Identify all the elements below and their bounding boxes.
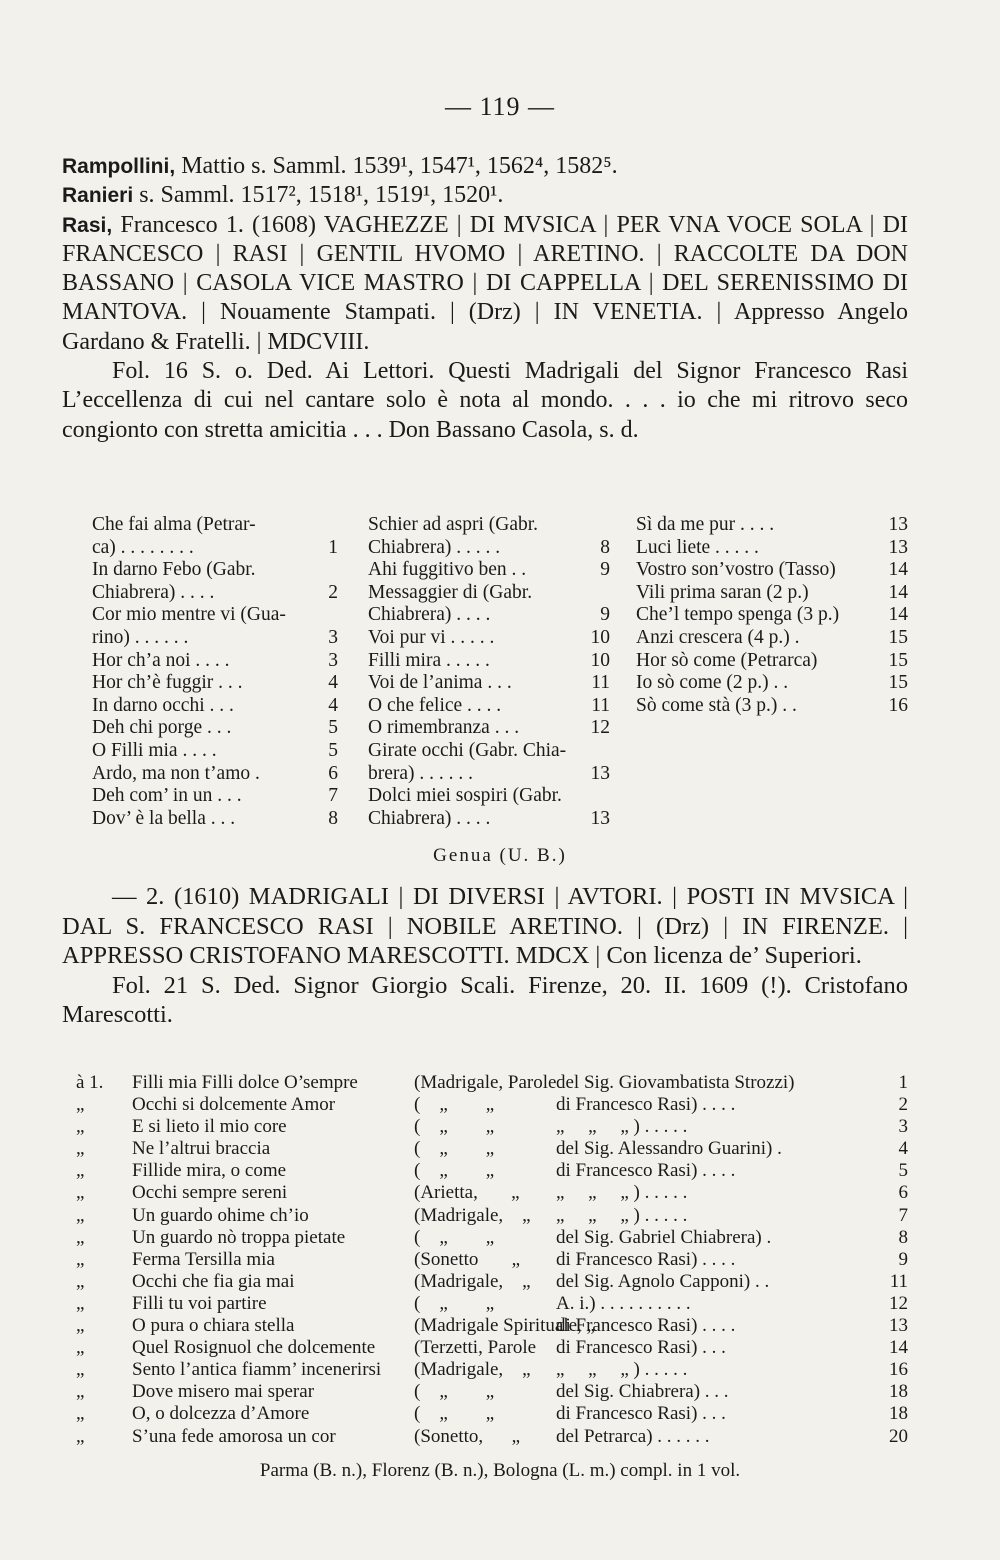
- row-genre: (Madrigale, „: [414, 1359, 531, 1381]
- item-page-number: 3: [328, 649, 338, 671]
- item-page-number: 2: [328, 581, 338, 603]
- item-page-number: 12: [590, 717, 610, 739]
- row-position: „: [76, 1359, 85, 1381]
- contents-row: [76, 1315, 908, 1337]
- row-author: A. i.) . . . . . . . . . .: [556, 1292, 691, 1314]
- item-title: Hor ch’a noi . . . .: [92, 649, 230, 671]
- row-title: Ne l’altrui braccia: [132, 1138, 271, 1160]
- row-title: Un guardo ohime ch’io: [132, 1204, 309, 1226]
- item-page-number: 9: [600, 604, 610, 626]
- row-number: 11: [889, 1270, 908, 1292]
- row-number: 18: [889, 1403, 908, 1425]
- row-number: 16: [889, 1359, 908, 1381]
- row-position: „: [76, 1226, 85, 1248]
- contents-item: [92, 672, 338, 695]
- item-page-number: [588, 582, 610, 605]
- item-page-number: 16: [888, 694, 908, 716]
- row-author: di Francesco Rasi) . . .: [556, 1337, 726, 1359]
- entry-rasi: [62, 211, 908, 357]
- contents-row: [76, 1205, 908, 1227]
- item-title: O Filli mia . . . .: [92, 739, 217, 761]
- library-location: Genua (U. B.): [433, 845, 567, 866]
- item-page-number: 5: [328, 717, 338, 739]
- item-page-number: [588, 740, 610, 763]
- contents-item: [636, 582, 908, 605]
- row-number: 3: [898, 1116, 908, 1138]
- item-page-number: [316, 514, 338, 537]
- row-title: Occhi sempre sereni: [132, 1182, 288, 1204]
- item-title: Chiabrera) . . . .: [368, 807, 491, 829]
- item-title: Chiabrera) . . . .: [92, 581, 215, 603]
- contents-item: [92, 559, 338, 582]
- row-genre: (Madrigale, „: [414, 1204, 531, 1226]
- contents-item: [92, 740, 338, 763]
- row-number: 2: [898, 1094, 908, 1116]
- row-author: di Francesco Rasi) . . . .: [556, 1315, 736, 1337]
- row-position: „: [76, 1182, 85, 1204]
- item-title: Dov’ è la bella . . .: [92, 807, 236, 829]
- row-author: del Sig. Agnolo Capponi) . .: [556, 1270, 770, 1292]
- item-page-number: 1: [328, 536, 338, 558]
- item-title: Dolci miei sospiri (Gabr.: [368, 785, 562, 807]
- item-title: Cor mio mentre vi (Gua-: [92, 604, 286, 626]
- row-title: Un guardo nò troppa pietate: [132, 1226, 346, 1248]
- item-page-number: 13: [888, 536, 908, 558]
- item-page-number: 10: [590, 649, 610, 671]
- item-page-number: 15: [888, 649, 908, 671]
- row-position: „: [76, 1094, 85, 1116]
- row-genre: ( „ „: [414, 1226, 495, 1248]
- contents-row: [76, 1138, 908, 1160]
- item-title: In darno occhi . . .: [92, 694, 234, 716]
- item-title: Hor ch’è fuggir . . .: [92, 672, 243, 694]
- row-author: di Francesco Rasi) . . . .: [556, 1094, 736, 1116]
- contents-item: [92, 604, 338, 627]
- row-title: Ferma Tersilla mia: [132, 1248, 275, 1270]
- item-title: Che’l tempo spenga (3 p.): [636, 604, 840, 626]
- item-page-number: 10: [590, 626, 610, 648]
- contents-row: [76, 1426, 908, 1448]
- entry-text: Francesco 1. (1608) VAGHEZZE | DI MVSICA | PER VNA VOCE SOLA | DI FRANCESCO | RASI | GENTIL HVOMO | ARETINO. | RACCOLTE DA DON BASSANO | CASOLA VICE MASTRO | DI CAPPELLA | DEL SERENISSIMO DI MANTOVA. | Nouamente Stampati. | (Drz) | IN VENETIA. | Appresso Angelo Gardano & Fratelli. | MDCVIII.: [62, 211, 908, 355]
- row-number: 9: [898, 1248, 908, 1270]
- row-position: „: [76, 1160, 85, 1182]
- entry-rampollini: [62, 152, 908, 181]
- row-author: di Francesco Rasi) . . . .: [556, 1248, 736, 1270]
- contents-item: [368, 763, 610, 786]
- row-position: „: [76, 1381, 85, 1403]
- row-author: del Sig. Alessandro Guarini) .: [556, 1138, 782, 1160]
- contents-item: [636, 627, 908, 650]
- row-number: 6: [898, 1182, 908, 1204]
- contents-item: [368, 650, 610, 673]
- item-page-number: 3: [328, 626, 338, 648]
- row-number: 8: [898, 1226, 908, 1248]
- contents-item: [368, 672, 610, 695]
- item-page-number: 4: [328, 694, 338, 716]
- item-page-number: 8: [328, 807, 338, 829]
- contents-row: [76, 1337, 908, 1359]
- row-genre: ( „ „: [414, 1160, 495, 1182]
- row-number: 1: [898, 1072, 908, 1093]
- contents-item: [636, 650, 908, 673]
- contents-row: [76, 1249, 908, 1271]
- item-page-number: 14: [888, 604, 908, 626]
- row-title: Filli mia Filli dolce O’sempre: [132, 1072, 358, 1093]
- item-page-number: [588, 785, 610, 808]
- item-title: Filli mira . . . . .: [368, 649, 490, 671]
- item-title: Schier ad aspri (Gabr.: [368, 514, 539, 535]
- contents-item: [92, 808, 338, 831]
- row-position: „: [76, 1403, 85, 1425]
- contents-item: [636, 514, 908, 537]
- row-position: „: [76, 1116, 85, 1138]
- contents-column-1: [92, 514, 338, 830]
- contents-row: [76, 1271, 908, 1293]
- contents-item: [92, 695, 338, 718]
- row-author: del Sig. Chiabrera) . . .: [556, 1381, 729, 1403]
- contents-row: [76, 1072, 908, 1094]
- row-author: „ „ „ ) . . . . .: [556, 1116, 688, 1138]
- item-title: Deh com’ in un . . .: [92, 785, 242, 807]
- row-position: „: [76, 1248, 85, 1270]
- item-title: Sò come stà (3 p.) . .: [636, 694, 797, 716]
- item-page-number: 13: [590, 762, 610, 784]
- row-title: S’una fede amorosa un cor: [132, 1425, 336, 1447]
- row-author: „ „ „ ) . . . . .: [556, 1182, 688, 1204]
- item-title: Chiabrera) . . . .: [368, 604, 491, 626]
- contents-column-2: [368, 514, 610, 830]
- contents-item: [368, 514, 610, 537]
- row-genre: ( „ „: [414, 1403, 495, 1425]
- contents-row: [76, 1381, 908, 1403]
- item-page-number: 13: [888, 514, 908, 535]
- contents-item: [636, 672, 908, 695]
- row-title: Quel Rosignuol che dolcemente: [132, 1337, 376, 1359]
- item-title: rino) . . . . . .: [92, 626, 189, 648]
- item-title: Ahi fuggitivo ben . .: [368, 559, 527, 581]
- entry-heading: Ranieri: [62, 184, 134, 208]
- contents-item: [368, 740, 610, 763]
- row-position: „: [76, 1337, 85, 1359]
- row-author: „ „ „ ) . . . . .: [556, 1204, 688, 1226]
- row-number: 14: [889, 1337, 908, 1359]
- contents-item: [92, 717, 338, 740]
- contents-item: [368, 785, 610, 808]
- item-title: Luci liete . . . . .: [636, 536, 759, 558]
- contents-row: [76, 1227, 908, 1249]
- contents-row: [76, 1293, 908, 1315]
- contents-row: [76, 1359, 908, 1381]
- item-title: Deh chi porge . . .: [92, 717, 232, 739]
- row-number: 20: [889, 1425, 908, 1447]
- row-number: 5: [898, 1160, 908, 1182]
- row-position: à 1.: [76, 1072, 104, 1093]
- contents-row: [76, 1116, 908, 1138]
- row-title: O pura o chiara stella: [132, 1315, 295, 1337]
- item-title: Vili prima saran (2 p.): [636, 581, 809, 603]
- item-title: Voi de l’anima . . .: [368, 672, 512, 694]
- item-page-number: 6: [328, 762, 338, 784]
- row-genre: (Terzetti, Parole: [414, 1337, 537, 1359]
- contents-item: [92, 650, 338, 673]
- item-page-number: [588, 514, 610, 537]
- item-page-number: 5: [328, 739, 338, 761]
- contents-item: [368, 559, 610, 582]
- item-title: Ardo, ma non t’amo .: [92, 762, 260, 784]
- contents-row: [76, 1403, 908, 1425]
- row-author: „ „ „ ) . . . . .: [556, 1359, 688, 1381]
- contents-item: [92, 627, 338, 650]
- item-title: Anzi crescera (4 p.) .: [636, 626, 800, 648]
- contents-item: [92, 763, 338, 786]
- row-position: „: [76, 1315, 85, 1337]
- contents-item: [92, 785, 338, 808]
- contents-item: [636, 559, 908, 582]
- row-position: „: [76, 1138, 85, 1160]
- item-title: O rimembranza . . .: [368, 717, 520, 739]
- contents-item: [92, 582, 338, 605]
- row-title: Filli tu voi partire: [132, 1292, 267, 1314]
- item-title: ca) . . . . . . . .: [92, 536, 194, 558]
- contents-item: [368, 695, 610, 718]
- contents-row: [76, 1160, 908, 1182]
- row-author: di Francesco Rasi) . . . .: [556, 1160, 736, 1182]
- contents-item: [368, 537, 610, 560]
- item-title: In darno Febo (Gabr.: [92, 559, 256, 581]
- item-page-number: 11: [591, 694, 610, 716]
- item-page-number: 9: [600, 559, 610, 581]
- row-genre: (Madrigale, Parole: [414, 1072, 557, 1093]
- row-genre: (Sonetto, „: [414, 1425, 521, 1447]
- item-title: Messaggier di (Gabr.: [368, 581, 533, 603]
- entry-rasi-2: [62, 882, 908, 1030]
- row-genre: ( „ „: [414, 1116, 495, 1138]
- row-title: Dove misero mai sperar: [132, 1381, 315, 1403]
- row-title: Occhi si dolcemente Amor: [132, 1094, 336, 1116]
- contents-row: [76, 1182, 908, 1204]
- item-page-number: 14: [888, 581, 908, 603]
- item-page-number: 15: [888, 672, 908, 694]
- row-author: del Petrarca) . . . . . .: [556, 1425, 710, 1447]
- row-number: 12: [889, 1292, 908, 1314]
- library-locations: Parma (B. n.), Florenz (B. n.), Bologna (L. m.) compl. in 1 vol.: [259, 1460, 741, 1481]
- contents-item: [368, 627, 610, 650]
- entry-rasi-description: Fol. 16 S. o. Ded. Ai Lettori. Questi Madrigali del Signor Francesco Rasi L’eccellenza di cui nel cantare solo è nota al mondo. . . . io che mi ritrovo seco congionto con stretta amicitia . . . Don Bassano Casola, s. d.: [62, 358, 908, 443]
- contents-table: [76, 1072, 908, 1448]
- row-title: Fillide mira, o come: [132, 1160, 287, 1182]
- row-number: 7: [898, 1204, 908, 1226]
- item-page-number: 7: [328, 785, 338, 807]
- row-genre: (Madrigale Spirituale, „: [414, 1315, 595, 1337]
- contents-item: [92, 537, 338, 560]
- row-author: del Sig. Gabriel Chiabrera) .: [556, 1226, 772, 1248]
- contents-row: [76, 1094, 908, 1116]
- item-page-number: [316, 559, 338, 582]
- contents-item: [636, 537, 908, 560]
- contents-item: [636, 604, 908, 627]
- row-author: di Francesco Rasi) . . .: [556, 1403, 726, 1425]
- item-title: Io sò come (2 p.) . .: [636, 672, 789, 694]
- row-number: 13: [889, 1315, 908, 1337]
- item-title: Voi pur vi . . . . .: [368, 626, 495, 648]
- entry-heading: Rasi,: [62, 213, 113, 237]
- row-number: 4: [898, 1138, 908, 1160]
- item-title: Hor sò come (Petrarca): [636, 649, 818, 671]
- item-page-number: [316, 604, 338, 627]
- row-genre: ( „ „: [414, 1094, 495, 1116]
- row-title: Occhi che fia gia mai: [132, 1270, 295, 1292]
- entry-heading: Rampollini,: [62, 155, 176, 178]
- row-title: O, o dolcezza d’Amore: [132, 1403, 310, 1425]
- row-genre: ( „ „: [414, 1292, 495, 1314]
- row-author: del Sig. Giovambatista Strozzi): [556, 1072, 795, 1093]
- row-number: 18: [889, 1381, 908, 1403]
- row-genre: ( „ „: [414, 1381, 495, 1403]
- entry-ranieri: [62, 181, 908, 210]
- row-genre: (Sonetto „: [414, 1248, 521, 1270]
- item-page-number: 15: [888, 626, 908, 648]
- item-page-number: 14: [888, 559, 908, 581]
- row-title: E si lieto il mio core: [132, 1116, 287, 1138]
- row-genre: (Arietta, „: [414, 1182, 520, 1204]
- row-genre: (Madrigale, „: [414, 1270, 531, 1292]
- item-title: Sì da me pur . . . .: [636, 514, 775, 535]
- contents-item: [368, 604, 610, 627]
- entry-text: s. Samml. 1517², 1518¹, 1519¹, 1520¹.: [133, 182, 504, 209]
- contents-item: [92, 514, 338, 537]
- bibliography-entries: [62, 152, 908, 445]
- item-page-number: 13: [590, 807, 610, 829]
- contents-column-3: [636, 514, 908, 830]
- contents-item: [636, 695, 908, 718]
- item-page-number: 4: [328, 672, 338, 694]
- row-position: „: [76, 1425, 85, 1447]
- item-title: O che felice . . . .: [368, 694, 502, 716]
- row-position: „: [76, 1270, 85, 1292]
- entry-2-description: Fol. 21 S. Ded. Signor Giorgio Scali. Firenze, 20. II. 1609 (!). Cristofano Marescotti.: [62, 971, 908, 1028]
- contents-item: [368, 808, 610, 831]
- entry-text: Mattio s. Samml. 1539¹, 1547¹, 1562⁴, 1582⁵.: [175, 153, 618, 179]
- contents-item: [368, 582, 610, 605]
- entry-2-title: — 2. (1610) MADRIGALI | DI DIVERSI | AVTORI. | POSTI IN MVSICA | DAL S. FRANCESCO RASI | NOBILE ARETINO. | (Drz) | IN FIRENZE. | APPRESSO CRISTOFANO MARESCOTTI. MDCX | Con licenza de’ Superiori.: [62, 883, 908, 969]
- row-genre: ( „ „: [414, 1138, 495, 1160]
- item-title: Chiabrera) . . . . .: [368, 536, 501, 558]
- item-page-number: 8: [600, 536, 610, 558]
- item-title: Che fai alma (Petrar-: [92, 514, 256, 535]
- row-position: „: [76, 1292, 85, 1314]
- row-position: „: [76, 1204, 85, 1226]
- row-title: Sento l’antica fiamm’ incenerirsi: [132, 1359, 382, 1381]
- item-title: Vostro son’vostro (Tasso): [636, 559, 836, 581]
- page-number: — 119 —: [444, 92, 556, 121]
- item-title: brera) . . . . . .: [368, 762, 474, 784]
- item-title: Girate occhi (Gabr. Chia-: [368, 739, 567, 761]
- item-page-number: 11: [591, 672, 610, 694]
- contents-item: [368, 717, 610, 740]
- contents-columns: [92, 514, 908, 830]
